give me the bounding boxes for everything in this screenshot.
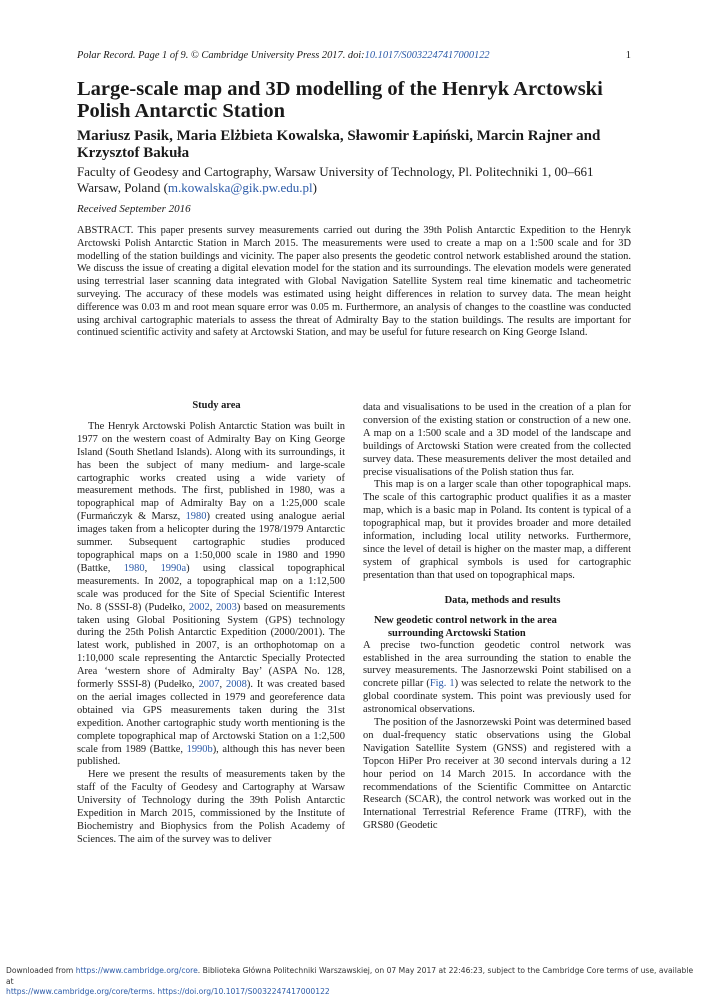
- text-run: The Henryk Arctowski Polish Antarctic Station was built in 1977 on the western coast of Admiralty Bay on King George Island (South Shetland Islands). Along with its surroundings, it has been the subject of many medium- and large-scale cartographic works created using a wide variety of measurement methods. The first, published in 1980, was a topographical map of Admiralty Bay on a 1:25,000 scale (Furmańczyk & Marsz,: [77, 420, 345, 523]
- text-run: ) based on measurements taken using Global Positioning System (GPS) technology during the 25th Polish Antarctic Expedition (2000/2001). The latest work, published in 2007, is an orthophotomap on a 1:10,000 scale representing the Antarctic Specially Protected Area ‘western shore of Admiralty Bay’ (ASPA No. 128, formerly SSSI-8) (Pudełko,: [77, 601, 346, 691]
- doi-url-link[interactable]: https://doi.org/10.1017/S0032247417000122: [157, 987, 330, 996]
- text-run: ,: [144, 562, 161, 574]
- text-run: ), although this has never been published.: [77, 743, 345, 768]
- terms-link[interactable]: https://www.cambridge.org/core/terms: [6, 987, 153, 996]
- subheading-line1: New geodetic control network in the area: [374, 614, 557, 626]
- affiliation: [77, 164, 637, 195]
- figure-link[interactable]: Fig. 1: [429, 678, 455, 690]
- text-run: ,: [209, 601, 216, 613]
- received-date: Received September 2016: [77, 203, 191, 215]
- paragraph: [363, 640, 631, 717]
- journal-line: Polar Record. Page 1 of 9. © Cambridge University Press 2017. doi:: [77, 50, 365, 61]
- citation-link[interactable]: 1980: [123, 562, 145, 574]
- citation-link[interactable]: 1980: [185, 511, 207, 523]
- paper-title: Large-scale map and 3D modelling of the Henryk Arctowski Polish Antarctic Station: [77, 78, 603, 122]
- text-run: ,: [219, 679, 226, 691]
- affiliation-close: ): [312, 179, 317, 195]
- section-heading-methods: Data, methods and results: [444, 594, 561, 606]
- doi-link[interactable]: 10.1017/S0032247417000122: [364, 50, 490, 61]
- email-link[interactable]: m.kowalska@gik.pw.edu.pl: [167, 179, 313, 195]
- citation-link[interactable]: 2002: [188, 601, 210, 613]
- left-column: [77, 400, 345, 847]
- subheading-line2: surrounding Arctowski Station: [388, 627, 526, 639]
- text-run: ) using classical topographical measurements. In 2002, a topographical map on a 1:12,500 scale was produced for the Site of Special Scientific Interest No. 8 (SSSI-8) (Pudełko,: [77, 562, 345, 613]
- text-run: .: [152, 987, 158, 996]
- text-run: ). It was created based on the aerial images collected in 1979 and georeference data obtained via GPS measurements taken during the 31st expedition. Another cartographic study worth mentioning is the complete topographical map of Arctowski Station on a 1:2,500 scale from 1989 (Battke,: [77, 679, 346, 755]
- paragraph: Here we present the results of measurements taken by the staff of the Faculty of Geodesy and Cartography at Warsaw University of Technology during the 39th Polish Antarctic Expedition in March 2015, commissioned by the Institute of Biochemistry and Biophysics from the Polish Academy of Sciences. The aim of the survey was to deliver: [77, 769, 345, 845]
- cambridge-core-link[interactable]: https://www.cambridge.org/core: [75, 966, 198, 975]
- paragraph: [77, 421, 345, 769]
- section-heading-study-area: Study area: [192, 400, 241, 411]
- running-header: [77, 50, 631, 61]
- author-list: Mariusz Pasik, Maria Elżbieta Kowalska, Sławomir Łapiński, Marcin Rajner and Krzysztof Bakuła: [77, 128, 601, 161]
- subsection-heading: [363, 614, 631, 640]
- page-number: 1: [625, 50, 631, 61]
- citation-link[interactable]: 1990a: [160, 562, 187, 574]
- paragraph: data and visualisations to be used in the creation of a plan for conversion of the existing station or construction of a new one. A map on a 1:500 scale and a 3D model of the landscape and buildings of Arctowski Station were created from the collected survey data. These measurements deliver the most detailed and precise visualisations of the Polish station thus far.: [363, 402, 631, 478]
- abstract: ABSTRACT. This paper presents survey measurements carried out during the 39th Polish Antarctic Expedition to the Henryk Arctowski Polish Antarctic Station in March 2015. The measurements were used to create a map on a 1:500 scale and for 3D modelling of the station buildings and vicinity. The paper also presents the geodetic control network established around the station. We discuss the issue of creating a digital elevation model for the station and its surroundings. The elevation models were generated using terrestrial laser scanning data integrated with Global Navigation Satellite System real time kinematic and tacheometric surveying. The accuracy of these models was estimated using height differences in relation to survey data. The mean height difference was 0.03 m and root mean square error was 0.05 m. Furthermore, an analysis of changes to the coastline was conducted using archival cartographic materials to assess the threat of Admiralty Bay to the station buildings. The results are important for continued scientific activity and safety at Arctowski Station, and may be useful for future research on King George Island.: [77, 225, 631, 339]
- paragraph: This map is on a larger scale than other topographical maps. The scale of this cartographic product qualifies it as a master map, which is a basic map in Poland. Its content is typical of a topographical map, but it provides broader and more detailed information, including local utility networks. Furthermore, since the level of detail is higher on the master map, a different system of graphical symbols is used for cartographic presentation than that used on topographical maps.: [363, 479, 631, 581]
- paragraph: The position of the Jasnorzewski Point was determined based on dual-frequency static observations using the Global Navigation Satellite System (GNSS) and registered with a Topcon HiPer Pro receiver at 30 second intervals during a 12 hour period on 14 March 2015. In accordance with the recommendations of the Scientific Committee on Antarctic Research (SCAR), the control network was worked out in the International Terrestrial Reference Frame (ITRF), with the GRS80 (Geodetic: [363, 717, 631, 832]
- download-footer: [6, 966, 701, 998]
- citation-link[interactable]: 2008: [225, 679, 247, 691]
- text-run: Downloaded from: [6, 966, 76, 975]
- affiliation-text: Faculty of Geodesy and Cartography, Warsaw University of Technology, Pl. Politechniki 1, 00–661 Warsaw, Poland (: [77, 164, 594, 195]
- text-run: ) was selected to relate the network to the global coordinate system. This point was previously used for astronomical observations.: [363, 678, 631, 716]
- text-run: ) created using analogue aerial images taken from a helicopter during the 1978/1979 Antarctic summer. Subsequent cartographic studies produced topographical maps on a 1:50,000 scale in 1980 and 1990 (Battke,: [77, 511, 345, 574]
- citation-link[interactable]: 2003: [215, 601, 237, 613]
- text-run: . Biblioteka Główna Politechniki Warszawskiej, on 07 May 2017 at 22:46:23, subject to the Cambridge Core terms of use, available at: [6, 966, 694, 986]
- citation-link[interactable]: 2007: [198, 679, 220, 691]
- text-run: A precise two-function geodetic control network was established in the area surrounding the station to enable the survey measurements. The Jasnorzewski Point stabilised on a concrete pillar (: [363, 639, 631, 690]
- citation-link[interactable]: 1990b: [186, 743, 213, 755]
- right-column: [363, 402, 631, 833]
